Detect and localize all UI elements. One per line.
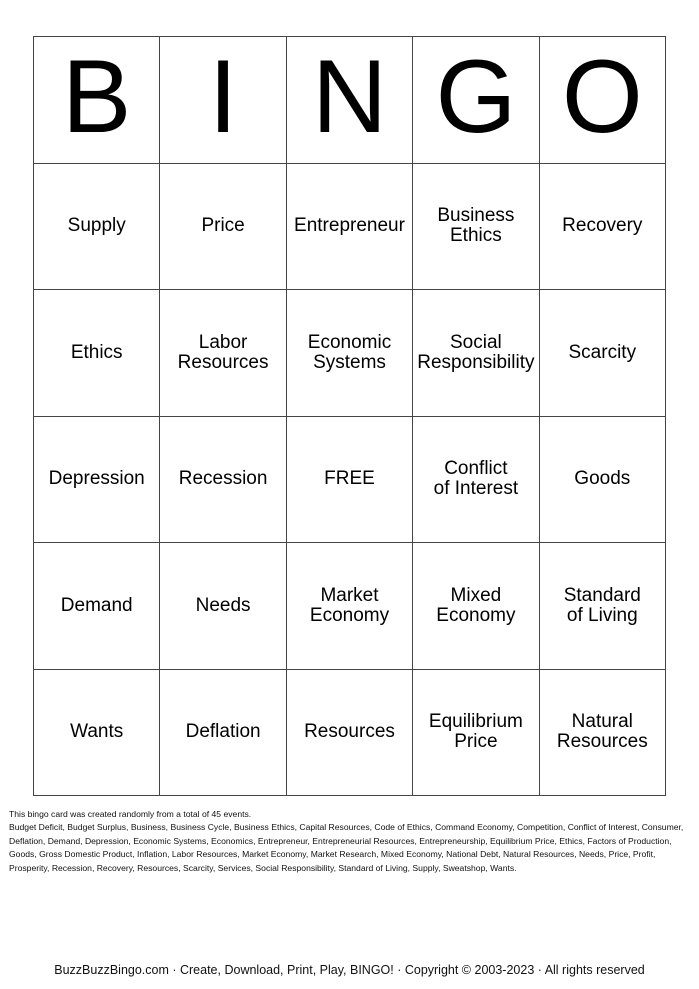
bingo-cell: Demand (34, 543, 160, 670)
copyright-line: BuzzBuzzBingo.com · Create, Download, Print, Play, BINGO! · Copyright © 2003-2023 · All rights reserved (54, 963, 645, 977)
bingo-cell: Recovery (540, 164, 666, 291)
bingo-cell: Depression (34, 417, 160, 544)
bingo-cell: Labor Resources (160, 290, 286, 417)
bingo-cell: Conflict of Interest (413, 417, 539, 544)
header-letter-n: N (287, 37, 413, 164)
bingo-cell: Mixed Economy (413, 543, 539, 670)
bingo-card (33, 36, 666, 796)
header-letter-g: G (413, 37, 539, 164)
header-letter-i: I (160, 37, 286, 164)
bingo-cell: Goods (540, 417, 666, 544)
bingo-cell: Deflation (160, 670, 286, 797)
bingo-cell: Natural Resources (540, 670, 666, 797)
bingo-cell: Ethics (34, 290, 160, 417)
bingo-cell: Economic Systems (287, 290, 413, 417)
bingo-cell: Supply (34, 164, 160, 291)
bingo-cell: Equilibrium Price (413, 670, 539, 797)
header-letter-o: O (540, 37, 666, 164)
bingo-cell: Business Ethics (413, 164, 539, 291)
bingo-cell: Market Economy (287, 543, 413, 670)
bingo-cell: Resources (287, 670, 413, 797)
bingo-cell: Entrepreneur (287, 164, 413, 291)
bingo-cell: Wants (34, 670, 160, 797)
bingo-cell: Needs (160, 543, 286, 670)
bingo-cell: Social Responsibility (413, 290, 539, 417)
bingo-cell: Scarcity (540, 290, 666, 417)
card-generation-note: This bingo card was created randomly from a total of 45 events. (9, 809, 252, 819)
free-space-cell: FREE (287, 417, 413, 544)
bingo-cell: Price (160, 164, 286, 291)
bingo-cell: Recession (160, 417, 286, 544)
events-list: Budget Deficit, Budget Surplus, Business, Business Cycle, Business Ethics, Capital Resources, Code of Ethics, Command Economy, Competition, Conflict of Interest, Consumer, Deflation, Demand, Depression, Economic Systems, Economics, Entrepreneur, Entrepreneurial Resources, Entrepreneurship, Equilibrium Price, Ethics, Factors of Production, Goods, Gross Domestic Product, Inflation, Labor Resources, Market Economy, Market Research, Mixed Economy, National Debt, Natural Resources, Needs, Price, Profit, Prosperity, Recession, Recovery, Resources, Scarcity, Services, Social Responsibility, Standard of Living, Supply, Sweatshop, Wants. (9, 822, 684, 873)
bingo-cell: Standard of Living (540, 543, 666, 670)
header-letter-b: B (34, 37, 160, 164)
card-footer-note (9, 808, 689, 875)
